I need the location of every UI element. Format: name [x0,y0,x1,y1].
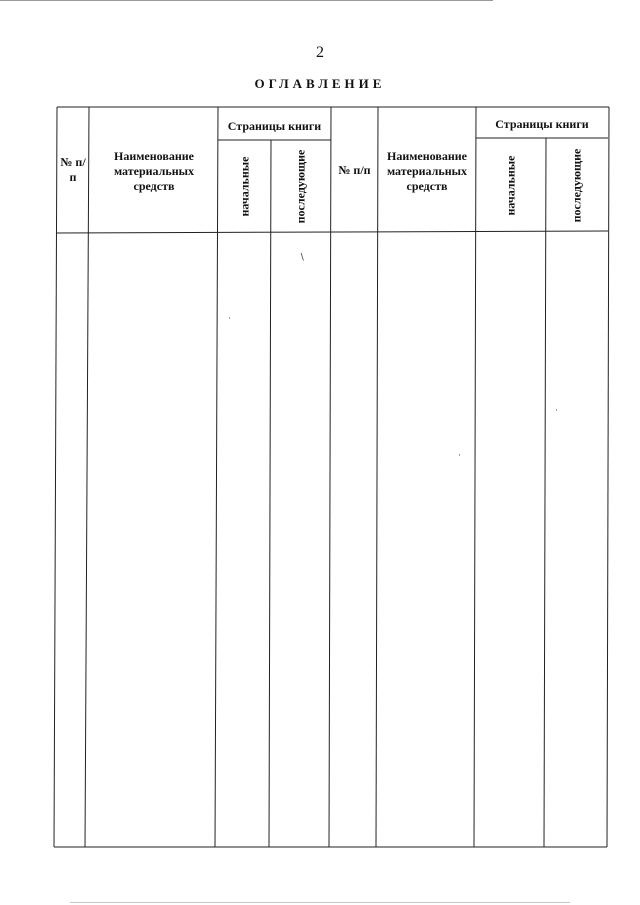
left-pages-next-header [271,142,331,231]
right-pages-start-header [476,140,546,230]
scan-speck: · [555,405,558,415]
left-pages-start-header [218,142,271,231]
document-title: ОГЛАВЛЕНИЕ [254,76,386,91]
scan-speck: ∖ [299,252,305,262]
right-number-header: № п/п [338,162,371,177]
left-pages-start-label: начальные [237,156,251,217]
right-pages-start-label: начальные [503,155,518,215]
page-number: 2 [316,44,324,61]
right-pages-header: Страницы книги [495,116,589,131]
scan-speck: · [458,450,461,460]
right-pages-next-label: последующие [569,148,584,222]
left-number-header: № п/п [60,155,86,184]
left-name-header: Наименование материальных средств [113,148,195,193]
right-pages-next-header [546,140,608,230]
left-pages-header: Страницы книги [227,118,322,133]
left-pages-next-label: последующие [293,149,308,224]
right-name-header: Наименование материальных средств [386,148,468,193]
scan-speck: · [228,313,231,323]
